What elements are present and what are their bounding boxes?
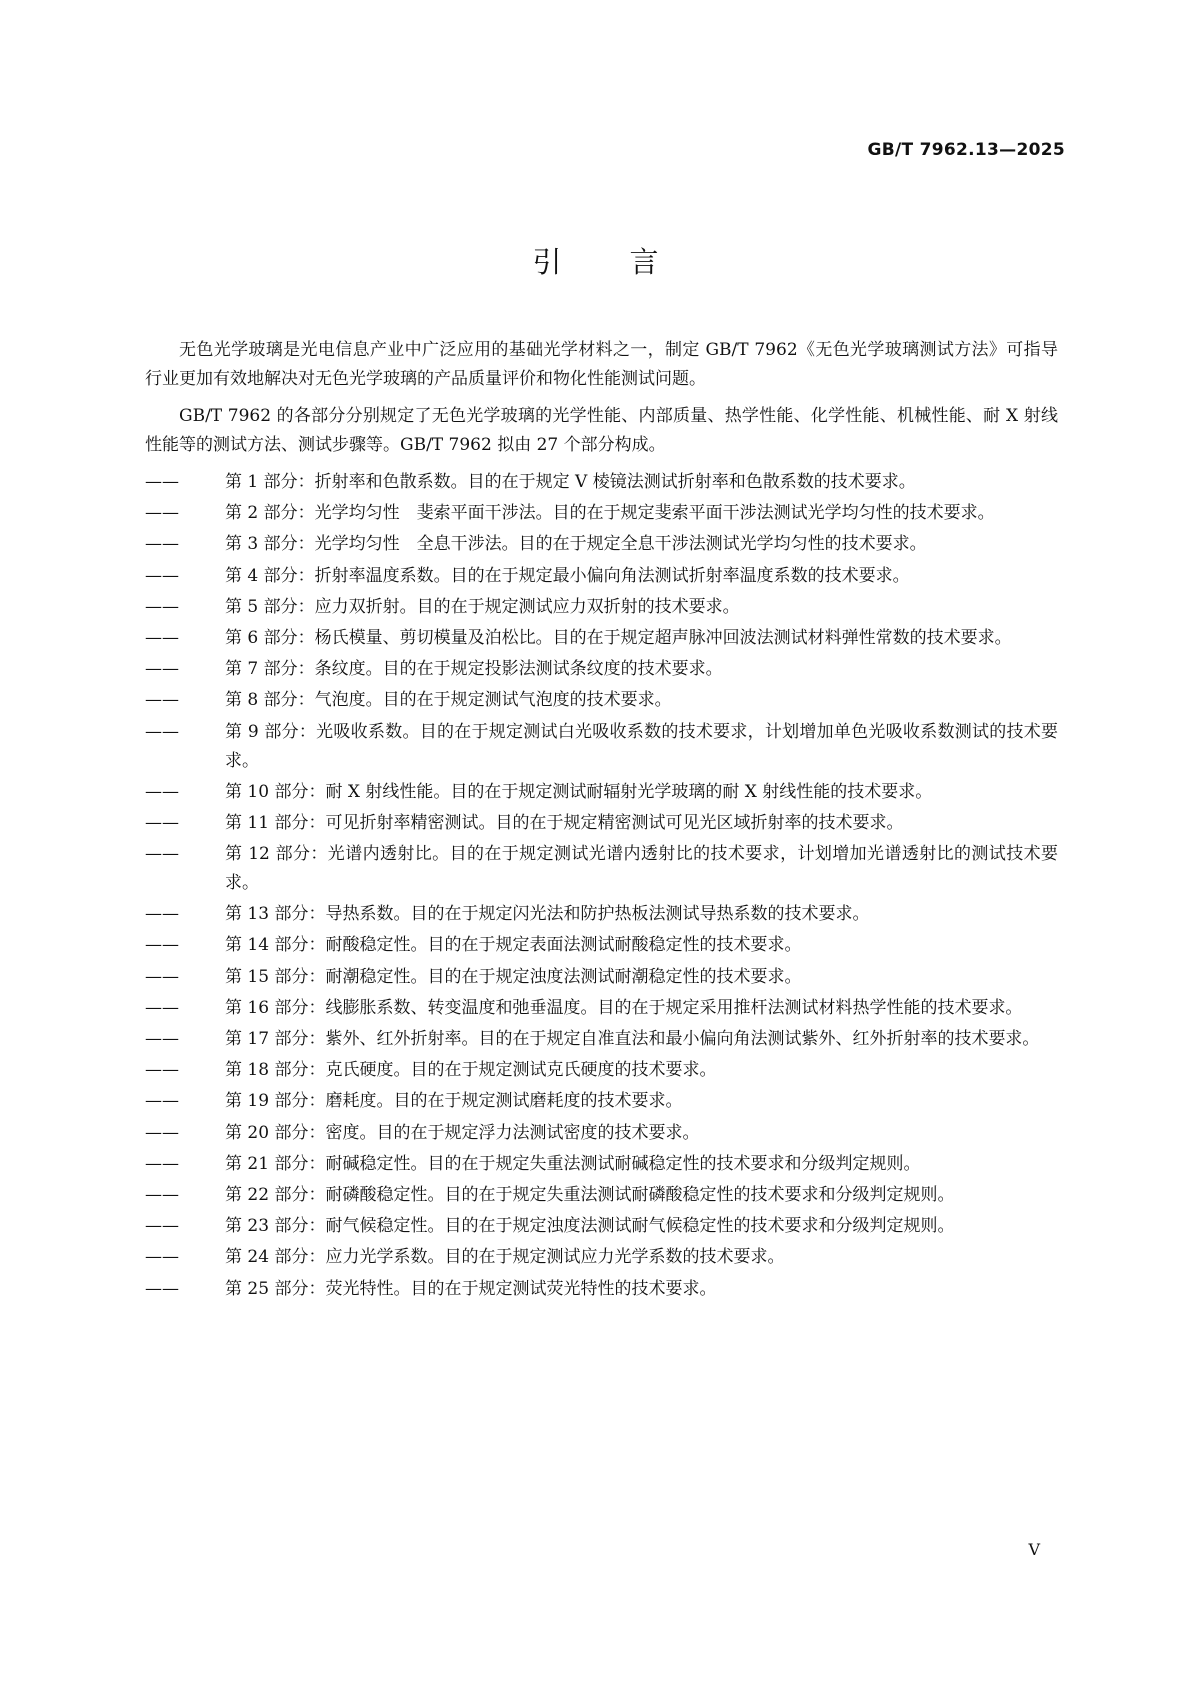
list-item <box>145 1243 1058 1272</box>
list-item-text: 第 8 部分：气泡度。目的在于规定测试气泡度的技术要求。 <box>225 690 672 711</box>
list-dash: —— <box>145 503 179 524</box>
list-dash: —— <box>145 1247 179 1268</box>
list-dash: —— <box>145 904 179 925</box>
list-item <box>145 963 1058 992</box>
list-dash: —— <box>145 721 179 742</box>
list-item-text: 第 6 部分：杨氏模量、剪切模量及泊松比。目的在于规定超声脉冲回波法测试材料弹性常数的技术要求。 <box>225 627 1012 648</box>
list-dash: —— <box>145 935 179 956</box>
list-item <box>145 1275 1058 1304</box>
list-item-text: 第 22 部分：耐磷酸稳定性。目的在于规定失重法测试耐磷酸稳定性的技术要求和分级判定规则。 <box>225 1184 955 1205</box>
list-dash: —— <box>145 690 179 711</box>
list-item <box>145 1087 1058 1116</box>
list-item-text: 第 7 部分：条纹度。目的在于规定投影法测试条纹度的技术要求。 <box>225 659 723 680</box>
list-item <box>145 931 1058 960</box>
title-char: 引 <box>532 245 562 279</box>
list-item-text: 第 13 部分：导热系数。目的在于规定闪光法和防护热板法测试导热系数的技术要求。 <box>225 904 870 925</box>
list-dash: —— <box>145 1216 179 1237</box>
page-number: V <box>1028 1540 1040 1559</box>
standard-code: GB/T 7962.13—2025 <box>867 140 1065 160</box>
list-dash: —— <box>145 1060 179 1081</box>
list-item-text: 第 19 部分：磨耗度。目的在于规定测试磨耗度的技术要求。 <box>225 1091 683 1112</box>
intro-paragraph: 无色光学玻璃是光电信息产业中广泛应用的基础光学材料之一，制定 GB/T 7962《无色光学玻璃测试方法》可指导行业更加有效地解决对无色光学玻璃的产品质量评价和物化性能测试问题。 <box>145 340 1058 389</box>
list-item <box>145 655 1058 684</box>
list-dash: —— <box>145 997 179 1018</box>
list-item-text: 第 10 部分：耐 X 射线性能。目的在于规定测试耐辐射光学玻璃的耐 X 射线性能的技术要求。 <box>225 781 933 802</box>
list-dash: —— <box>145 1122 179 1143</box>
list-item-text: 第 21 部分：耐碱稳定性。目的在于规定失重法测试耐碱稳定性的技术要求和分级判定规则。 <box>225 1153 921 1174</box>
list-item-text: 第 14 部分：耐酸稳定性。目的在于规定表面法测试耐酸稳定性的技术要求。 <box>225 935 802 956</box>
list-item-text: 第 11 部分：可见折射率精密测试。目的在于规定精密测试可见光区域折射率的技术要求。 <box>225 812 904 833</box>
list-dash: —— <box>145 1153 179 1174</box>
list-item-text: 第 24 部分：应力光学系数。目的在于规定测试应力光学系数的技术要求。 <box>225 1247 785 1268</box>
list-item-text: 第 9 部分：光吸收系数。目的在于规定测试白光吸收系数的技术要求，计划增加单色光吸收系数测试的技术要求。 <box>225 721 1058 771</box>
list-item-text: 第 25 部分：荧光特性。目的在于规定测试荧光特性的技术要求。 <box>225 1278 717 1299</box>
list-item-text: 第 16 部分：线膨胀系数、转变温度和弛垂温度。目的在于规定采用推杆法测试材料热学性能的技术要求。 <box>225 997 1023 1018</box>
list-item <box>145 686 1058 715</box>
list-item-text: 第 23 部分：耐气候稳定性。目的在于规定浊度法测试耐气候稳定性的技术要求和分级判定规则。 <box>225 1216 955 1237</box>
list-dash: —— <box>145 627 179 648</box>
list-item <box>145 562 1058 591</box>
list-dash: —— <box>145 844 179 865</box>
list-item-text: 第 5 部分：应力双折射。目的在于规定测试应力双折射的技术要求。 <box>225 596 740 617</box>
introduction-body <box>145 336 1058 1306</box>
list-item <box>145 530 1058 559</box>
list-item-text: 第 20 部分：密度。目的在于规定浮力法测试密度的技术要求。 <box>225 1122 700 1143</box>
list-item-text: 第 3 部分：光学均匀性 全息干涉法。目的在于规定全息干涉法测试光学均匀性的技术要求。 <box>225 534 927 555</box>
list-item <box>145 809 1058 838</box>
list-item-text: 第 2 部分：光学均匀性 斐索平面干涉法。目的在于规定斐索平面干涉法测试光学均匀性的技术要求。 <box>225 503 995 524</box>
list-dash: —— <box>145 812 179 833</box>
parts-list <box>145 468 1058 1304</box>
list-dash: —— <box>145 1278 179 1299</box>
list-dash: —— <box>145 596 179 617</box>
list-item <box>145 1025 1058 1054</box>
list-item <box>145 1150 1058 1179</box>
list-dash: —— <box>145 534 179 555</box>
list-dash: —— <box>145 781 179 802</box>
list-item-text: 第 4 部分：折射率温度系数。目的在于规定最小偏向角法测试折射率温度系数的技术要求。 <box>225 565 910 586</box>
list-item <box>145 499 1058 528</box>
list-dash: —— <box>145 1184 179 1205</box>
list-item-text: 第 12 部分：光谱内透射比。目的在于规定测试光谱内透射比的技术要求，计划增加光谱透射比的测试技术要求。 <box>225 844 1058 894</box>
list-item <box>145 718 1058 776</box>
list-item-text: 第 18 部分：克氏硬度。目的在于规定测试克氏硬度的技术要求。 <box>225 1060 717 1081</box>
list-item <box>145 778 1058 807</box>
list-item <box>145 468 1058 497</box>
list-item <box>145 1181 1058 1210</box>
list-dash: —— <box>145 1091 179 1112</box>
list-item-text: 第 17 部分：紫外、红外折射率。目的在于规定自准直法和最小偏向角法测试紫外、红外折射率的技术要求。 <box>225 1029 1040 1049</box>
list-dash: —— <box>145 1029 179 1049</box>
list-item <box>145 1056 1058 1085</box>
list-item-text: 第 1 部分：折射率和色散系数。目的在于规定 V 棱镜法测试折射率和色散系数的技术要求。 <box>225 472 916 492</box>
list-item <box>145 1212 1058 1241</box>
list-dash: —— <box>145 659 179 680</box>
list-item <box>145 840 1058 898</box>
title-char: 言 <box>629 245 659 279</box>
list-dash: —— <box>145 565 179 586</box>
intro-paragraph: GB/T 7962 的各部分分别规定了无色光学玻璃的光学性能、内部质量、热学性能、化学性能、机械性能、耐 X 射线性能等的测试方法、测试步骤等。GB/T 7962 拟由 27 个部分构成。 <box>145 406 1058 455</box>
list-dash: —— <box>145 472 179 492</box>
page-title <box>0 240 1191 281</box>
list-item <box>145 1119 1058 1148</box>
list-item <box>145 900 1058 929</box>
list-item <box>145 624 1058 653</box>
list-item <box>145 593 1058 622</box>
list-item-text: 第 15 部分：耐潮稳定性。目的在于规定浊度法测试耐潮稳定性的技术要求。 <box>225 966 802 987</box>
list-item <box>145 994 1058 1023</box>
list-dash: —— <box>145 966 179 987</box>
